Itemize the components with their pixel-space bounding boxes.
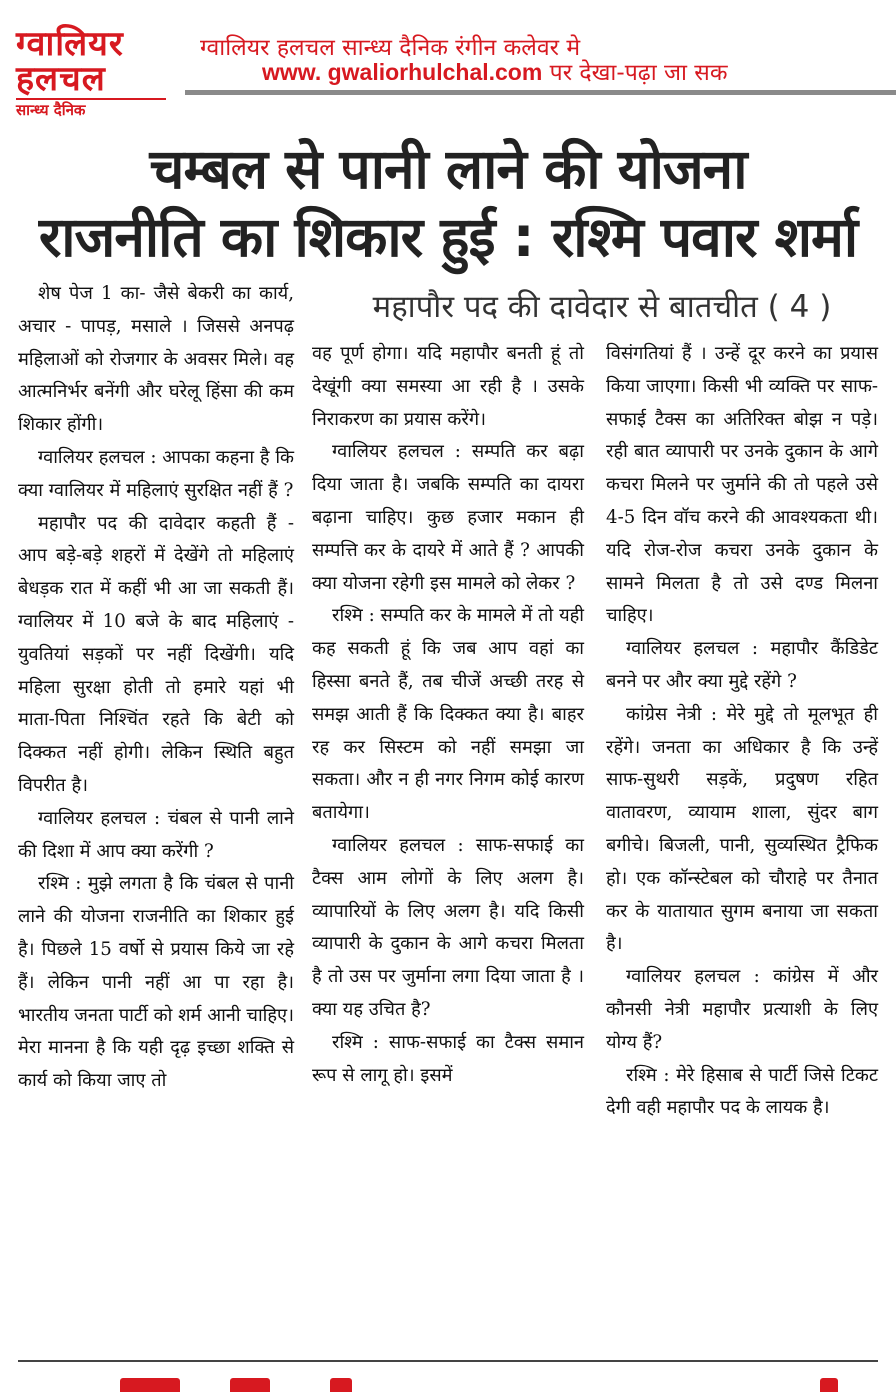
masthead-divider <box>185 90 896 95</box>
bottom-divider <box>18 1360 878 1362</box>
paragraph: ग्वालियर हलचल : साफ-सफाई का टैक्स आम लोगों के लिए अलग है। व्यापारियों के लिए अलग है। यदि किसी व्यापारी के दुकान के आगे कचरा मिलता है तो उस पर जुर्माना लगा दिया जाता है । क्या यह उचित है? <box>312 834 584 1020</box>
paragraph: रश्मि : सम्पति कर के मामले में तो यही कह सकती हूं कि जब आप वहां का हिस्सा बनते हैं, तब चीजें अच्छी तरह से समझ आती हैं कि दिक्कत क्या है। बाहर रह कर सिस्टम को नहीं समझा जा सकता। और न ही नगर निगम कोई कारण बतायेगा। <box>312 605 584 824</box>
paragraph: ग्वालियर हलचल : कांग्रेस में और कौनसी नेत्री महापौर प्रत्याशी के लिए योग्य हैं? <box>606 966 878 1053</box>
paragraph: ग्वालियर हलचल : सम्पति कर बढ़ा दिया जाता है। जबकि सम्पति का दायरा बढ़ाना चाहिए। कुछ हजार मकान ही सम्पत्ति कर के दायरे में आते हैं ? आपकी क्या योजना रहेगी इस मामले को लेकर ? <box>312 441 584 594</box>
paragraph: कांग्रेस नेत्री : मेरे मुद्दे तो मूलभूत ही रहेंगे। जनता का अधिकार है कि उन्हें साफ-सुथरी सड़कें, प्रदुषण रहित वातावरण, व्यायाम शाला, सुंदर बाग बगीचे। बिजली, पानी, सुव्यस्थित ट्रैफिक हो। एक कॉन्स्टेबल को चौराहे पर तैनात कर के यातायात सुगम बनाया जा सकता है। <box>606 703 878 955</box>
paragraph: रश्मि : मेरे हिसाब से पार्टी जिसे टिकट देगी वही महापौर पद के लायक है। <box>606 1064 878 1119</box>
article-subheading: महापौर पद की दावेदार से बातचीत ( 4 ) <box>372 289 832 325</box>
headline-line-1: चम्बल से पानी लाने की योजना <box>149 137 747 201</box>
paragraph: ग्वालियर हलचल : चंबल से पानी लाने की दिशा में आप क्या करेंगी ? <box>18 807 294 862</box>
next-headline-cutoff <box>0 1372 896 1392</box>
paragraph: ग्वालियर हलचल : आपका कहना है कि क्या ग्वालियर में महिलाएं सुरक्षित नहीं हैं ? <box>18 446 295 501</box>
logo-line-3: सान्ध्य दैनिक <box>16 98 166 119</box>
logo-line-1: ग्वालियर <box>16 24 124 64</box>
paragraph: शेष पेज 1 का- जैसे बेकरी का कार्य, अचार - पापड़, मसाले । जिससे अनपढ़ महिलाओं को रोजगार के अवसर मिले। वह आत्मनिर्भर बनेंगी और घरेलू हिंसा की कम शिकार होंगी। <box>18 283 294 436</box>
masthead-tagline: ग्वालियर हलचल सान्ध्य दैनिक रंगीन कलेवर मे <box>200 35 581 61</box>
newspaper-logo <box>16 26 172 119</box>
paragraph: रश्मि : मुझे लगता है कि चंबल से पानी लाने की योजना राजनीति का शिकार हुई है। पिछले 15 वर्षो से प्रयास किये जा रहे हैं। लेकिन पानी नहीं आ पा रहा है। भारतीय जनता पार्टी को शर्म आनी चाहिए। मेरा मानना है कि यही दृढ़ इच्छा शक्ति से कार्य को किया जाए तो <box>18 873 294 1092</box>
paragraph: वह पूर्ण होगा। यदि महापौर बनती हूं तो देखूंगी क्या समस्या आ रही है । उसके निराकरण का प्रयास करेंगे। <box>312 343 584 430</box>
paragraph: विसंगतियां हैं । उन्हें दूर करने का प्रयास किया जाएगा। किसी भी व्यक्ति पर साफ-सफाई टैक्स का अतिरिक्त बोझ न पड़े। रही बात व्यापारी पर उनके दुकान के आगे कचरा मिलने पर जुर्माने की तो पहले उसे 4-5 दिन वॉच करने की आवश्यकता थी। यदि रोज-रोज कचरा उनके दुकान के सामने मिलता है तो उसे दण्ड मिलना चाहिए। <box>606 343 878 627</box>
logo-line-2: हलचल <box>16 59 106 99</box>
website-link[interactable]: www. gwaliorhulchal.com <box>262 59 543 85</box>
article-column-1 <box>18 278 294 1098</box>
article-column-2 <box>312 338 584 1092</box>
website-line-suffix: पर देखा-पढ़ा जा सक <box>549 60 728 86</box>
article-headline <box>0 135 896 271</box>
paragraph: ग्वालियर हलचल : महापौर कैंडिडेट बनने पर और क्या मुद्दे रहेंगे ? <box>606 638 878 692</box>
headline-line-2: राजनीति का शिकार हुई : रश्मि पवार शर्मा <box>38 205 858 269</box>
paragraph: महापौर पद की दावेदार कहती हैं - आप बड़े-बड़े शहरों में देखेंगे तो महिलाएं बेधड़क रात में कहीं भी आ जा सकती हैं। ग्वालियर में 10 बजे के बाद महिलाएं - युवतियां सड़कों पर नहीं दिखेंगी। यदि महिला सुरक्षा होती तो हमारे यहां भी माता-पिता निश्चिंत रहते कि बेटी को दिक्कत नहीं होगी। लेकिन स्थिति बहुत विपरीत है। <box>18 512 294 796</box>
masthead-website-line <box>262 58 896 87</box>
article-column-3 <box>606 338 878 1125</box>
paragraph: रश्मि : साफ-सफाई का टैक्स समान रूप से लागू हो। इसमें <box>312 1031 584 1086</box>
masthead <box>0 0 896 128</box>
